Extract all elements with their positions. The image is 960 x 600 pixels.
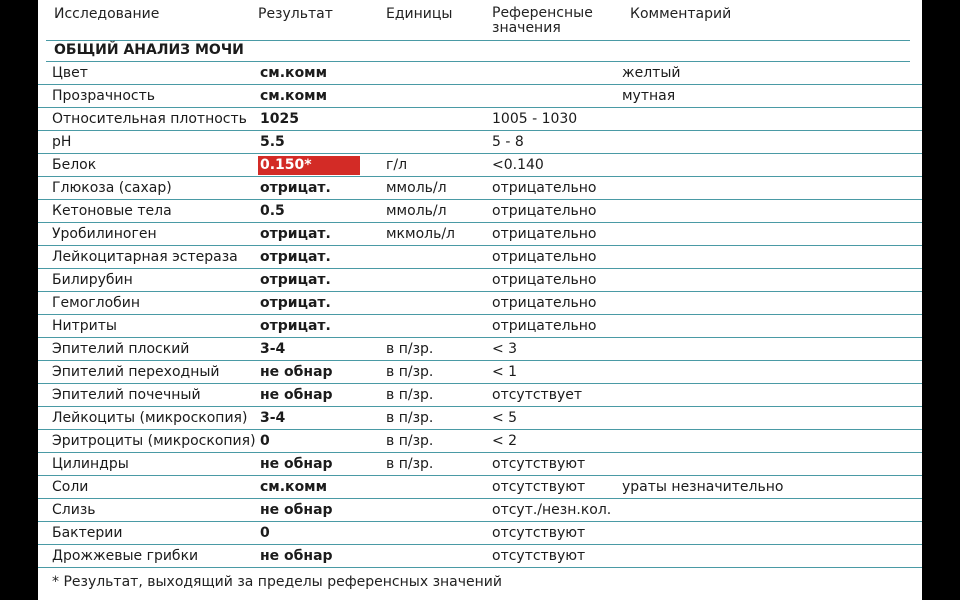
- table-row: [38, 476, 922, 499]
- table-row: [38, 200, 922, 223]
- test-name: Эпителий переходный: [52, 364, 220, 380]
- test-reference: отсутствует: [492, 387, 583, 403]
- test-result: не обнар: [260, 364, 333, 380]
- test-units: г/л: [386, 157, 408, 173]
- table-row: [38, 407, 922, 430]
- test-reference: 1005 - 1030: [492, 111, 578, 127]
- test-reference: < 2: [492, 433, 518, 449]
- test-name: Нитриты: [52, 318, 117, 334]
- test-result: не обнар: [260, 548, 333, 564]
- test-name: Лейкоциты (микроскопия): [52, 410, 248, 426]
- table-row: [38, 269, 922, 292]
- test-comment: желтый: [622, 65, 681, 81]
- test-reference: отсутствуют: [492, 548, 586, 564]
- header-result: Результат: [258, 6, 333, 22]
- table-row: [38, 108, 922, 131]
- test-reference: отсут./незн.кол.: [492, 502, 612, 518]
- table-row: [38, 499, 922, 522]
- test-reference: отрицательно: [492, 226, 597, 242]
- test-name: Белок: [52, 157, 97, 173]
- table-header: [38, 0, 922, 42]
- table-row: [38, 384, 922, 407]
- test-result: 3-4: [260, 341, 286, 357]
- table-row: [38, 154, 922, 177]
- table-row: [38, 338, 922, 361]
- test-result: 0: [260, 433, 270, 449]
- test-name: Гемоглобин: [52, 295, 141, 311]
- header-divider: [46, 40, 910, 41]
- test-reference: отсутствуют: [492, 525, 586, 541]
- test-name: Бактерии: [52, 525, 123, 541]
- test-units: ммоль/л: [386, 203, 447, 219]
- test-name: Уробилиноген: [52, 226, 157, 242]
- test-result: 0: [260, 525, 270, 541]
- test-name: Слизь: [52, 502, 96, 518]
- table-row: [38, 62, 922, 85]
- test-units: в п/зр.: [386, 410, 434, 426]
- test-name: Глюкоза (сахар): [52, 180, 172, 196]
- test-reference: отсутствуют: [492, 479, 586, 495]
- test-comment: ураты незначительно: [622, 479, 784, 495]
- table-row: [38, 522, 922, 545]
- test-reference: 5 - 8: [492, 134, 524, 150]
- test-units: ммоль/л: [386, 180, 447, 196]
- test-result: не обнар: [260, 456, 333, 472]
- test-reference: <0.140: [492, 157, 544, 173]
- table-row: [38, 223, 922, 246]
- section-title: ОБЩИЙ АНАЛИЗ МОЧИ: [54, 42, 244, 58]
- test-name: Прозрачность: [52, 88, 155, 104]
- test-result: отрицат.: [260, 295, 331, 311]
- test-reference: отрицательно: [492, 180, 597, 196]
- table-row: [38, 85, 922, 108]
- table-row: [38, 292, 922, 315]
- test-name: Дрожжевые грибки: [52, 548, 199, 564]
- test-result: не обнар: [260, 502, 333, 518]
- test-result: 0.5: [260, 203, 285, 219]
- header-units: Единицы: [386, 6, 453, 22]
- test-units: в п/зр.: [386, 387, 434, 403]
- test-result: отрицат.: [260, 180, 331, 196]
- test-name: Соли: [52, 479, 89, 495]
- test-comment: мутная: [622, 88, 676, 104]
- test-units: в п/зр.: [386, 433, 434, 449]
- test-reference: отрицательно: [492, 295, 597, 311]
- test-result: отрицат.: [260, 226, 331, 242]
- test-units: мкмоль/л: [386, 226, 456, 242]
- test-reference: < 5: [492, 410, 518, 426]
- test-reference: < 3: [492, 341, 518, 357]
- test-name: Относительная плотность: [52, 111, 247, 127]
- test-result: отрицат.: [260, 318, 331, 334]
- test-reference: отрицательно: [492, 203, 597, 219]
- test-name: Эпителий почечный: [52, 387, 201, 403]
- test-units: в п/зр.: [386, 364, 434, 380]
- test-result: см.комм: [260, 88, 328, 104]
- test-name: Цвет: [52, 65, 88, 81]
- test-result: 5.5: [260, 134, 285, 150]
- test-result: отрицат.: [260, 249, 331, 265]
- header-reference-line2: значения: [492, 20, 561, 36]
- header-comment: Комментарий: [630, 6, 732, 22]
- table-row: [38, 545, 922, 568]
- test-result: не обнар: [260, 387, 333, 403]
- test-reference: < 1: [492, 364, 518, 380]
- test-result: 3-4: [260, 410, 286, 426]
- header-test: Исследование: [54, 6, 160, 22]
- header-reference-line1: Референсные: [492, 5, 593, 21]
- table-row: [38, 246, 922, 269]
- test-name: Эритроциты (микроскопия): [52, 433, 256, 449]
- test-reference: отрицательно: [492, 249, 597, 265]
- test-result: см.комм: [260, 479, 328, 495]
- table-row: [38, 430, 922, 453]
- table-row: [38, 361, 922, 384]
- test-name: Лейкоцитарная эстераза: [52, 249, 238, 265]
- footnote: * Результат, выходящий за пределы референсных значений: [52, 574, 502, 590]
- test-units: в п/зр.: [386, 456, 434, 472]
- test-name: Эпителий плоский: [52, 341, 190, 357]
- header-reference: [492, 6, 593, 36]
- test-reference: отрицательно: [492, 318, 597, 334]
- test-units: в п/зр.: [386, 341, 434, 357]
- test-name: Цилиндры: [52, 456, 129, 472]
- test-result: см.комм: [260, 65, 328, 81]
- test-result-flagged: 0.150*: [258, 156, 360, 175]
- test-reference: отрицательно: [492, 272, 597, 288]
- table-row: [38, 315, 922, 338]
- table-row: [38, 131, 922, 154]
- test-result: 1025: [260, 111, 299, 127]
- test-reference: отсутствуют: [492, 456, 586, 472]
- table-row: [38, 177, 922, 200]
- test-name: Билирубин: [52, 272, 133, 288]
- test-name: pH: [52, 134, 72, 150]
- test-name: Кетоновые тела: [52, 203, 172, 219]
- lab-report-page: [38, 0, 922, 600]
- test-result: отрицат.: [260, 272, 331, 288]
- table-row: [38, 453, 922, 476]
